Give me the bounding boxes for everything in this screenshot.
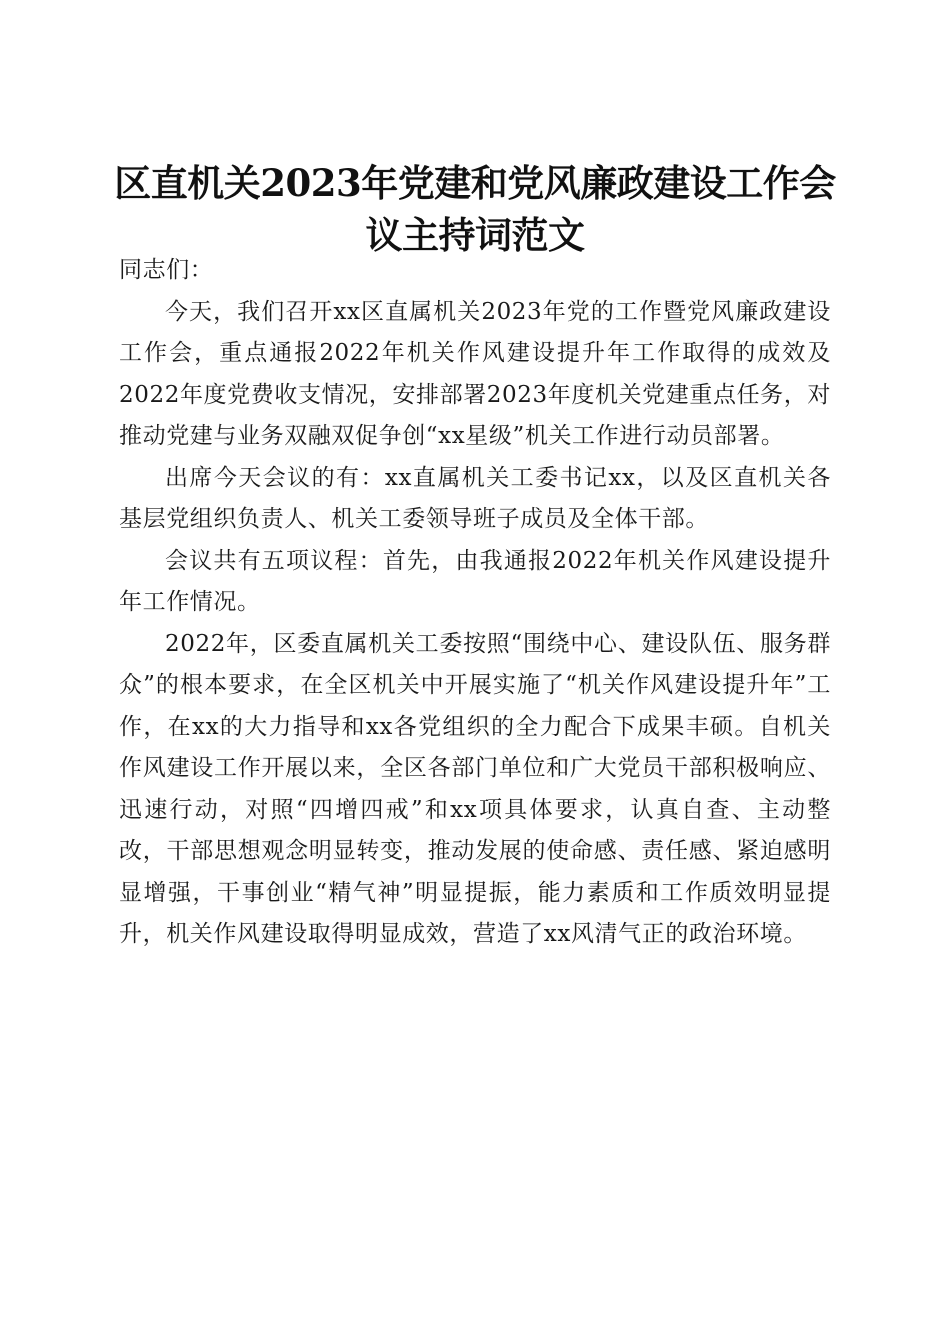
title-line-2: 议主持词范文 [365, 212, 585, 257]
document-title [100, 157, 850, 261]
paragraph-opening: 今天，我们召开xx区直属机关2023年党的工作暨党风廉政建设工作会，重点通报2022年机关作风建设提升年工作取得的成效及2022年度党费收支情况，安排部署2023年度机关党建重点任务，对推动党建与业务双融双促争创“xx星级”机关工作进行动员部署。 [119, 298, 831, 449]
paragraph-agenda: 会议共有五项议程：首先，由我通报2022年机关作风建设提升年工作情况。 [119, 547, 831, 615]
paragraph-attendees: 出席今天会议的有：xx直属机关工委书记xx，以及区直机关各基层党组织负责人、机关工委领导班子成员及全体干部。 [119, 464, 831, 532]
paragraph-report-2022: 2022年，区委直属机关工委按照“围绕中心、建设队伍、服务群众”的根本要求，在全区机关中开展实施了“机关作风建设提升年”工作，在xx的大力指导和xx各党组织的全力配合下成果丰硕。自机关作风建设工作开展以来，全区各部门单位和广大党员干部积极响应、迅速行动，对照“四增四戒”和xx项具体要求，认真自查、主动整改，干部思想观念明显转变，推动发展的使命感、责任感、紧迫感明显增强，干事创业“精气神”明显提振，能力素质和工作质效明显提升，机关作风建设取得明显成效，营造了xx风清气正的政治环境。 [119, 630, 831, 947]
title-line-1: 区直机关2023年党建和党风廉政建设工作会 [114, 160, 836, 205]
document-body [119, 250, 831, 956]
greeting: 同志们： [119, 257, 214, 283]
